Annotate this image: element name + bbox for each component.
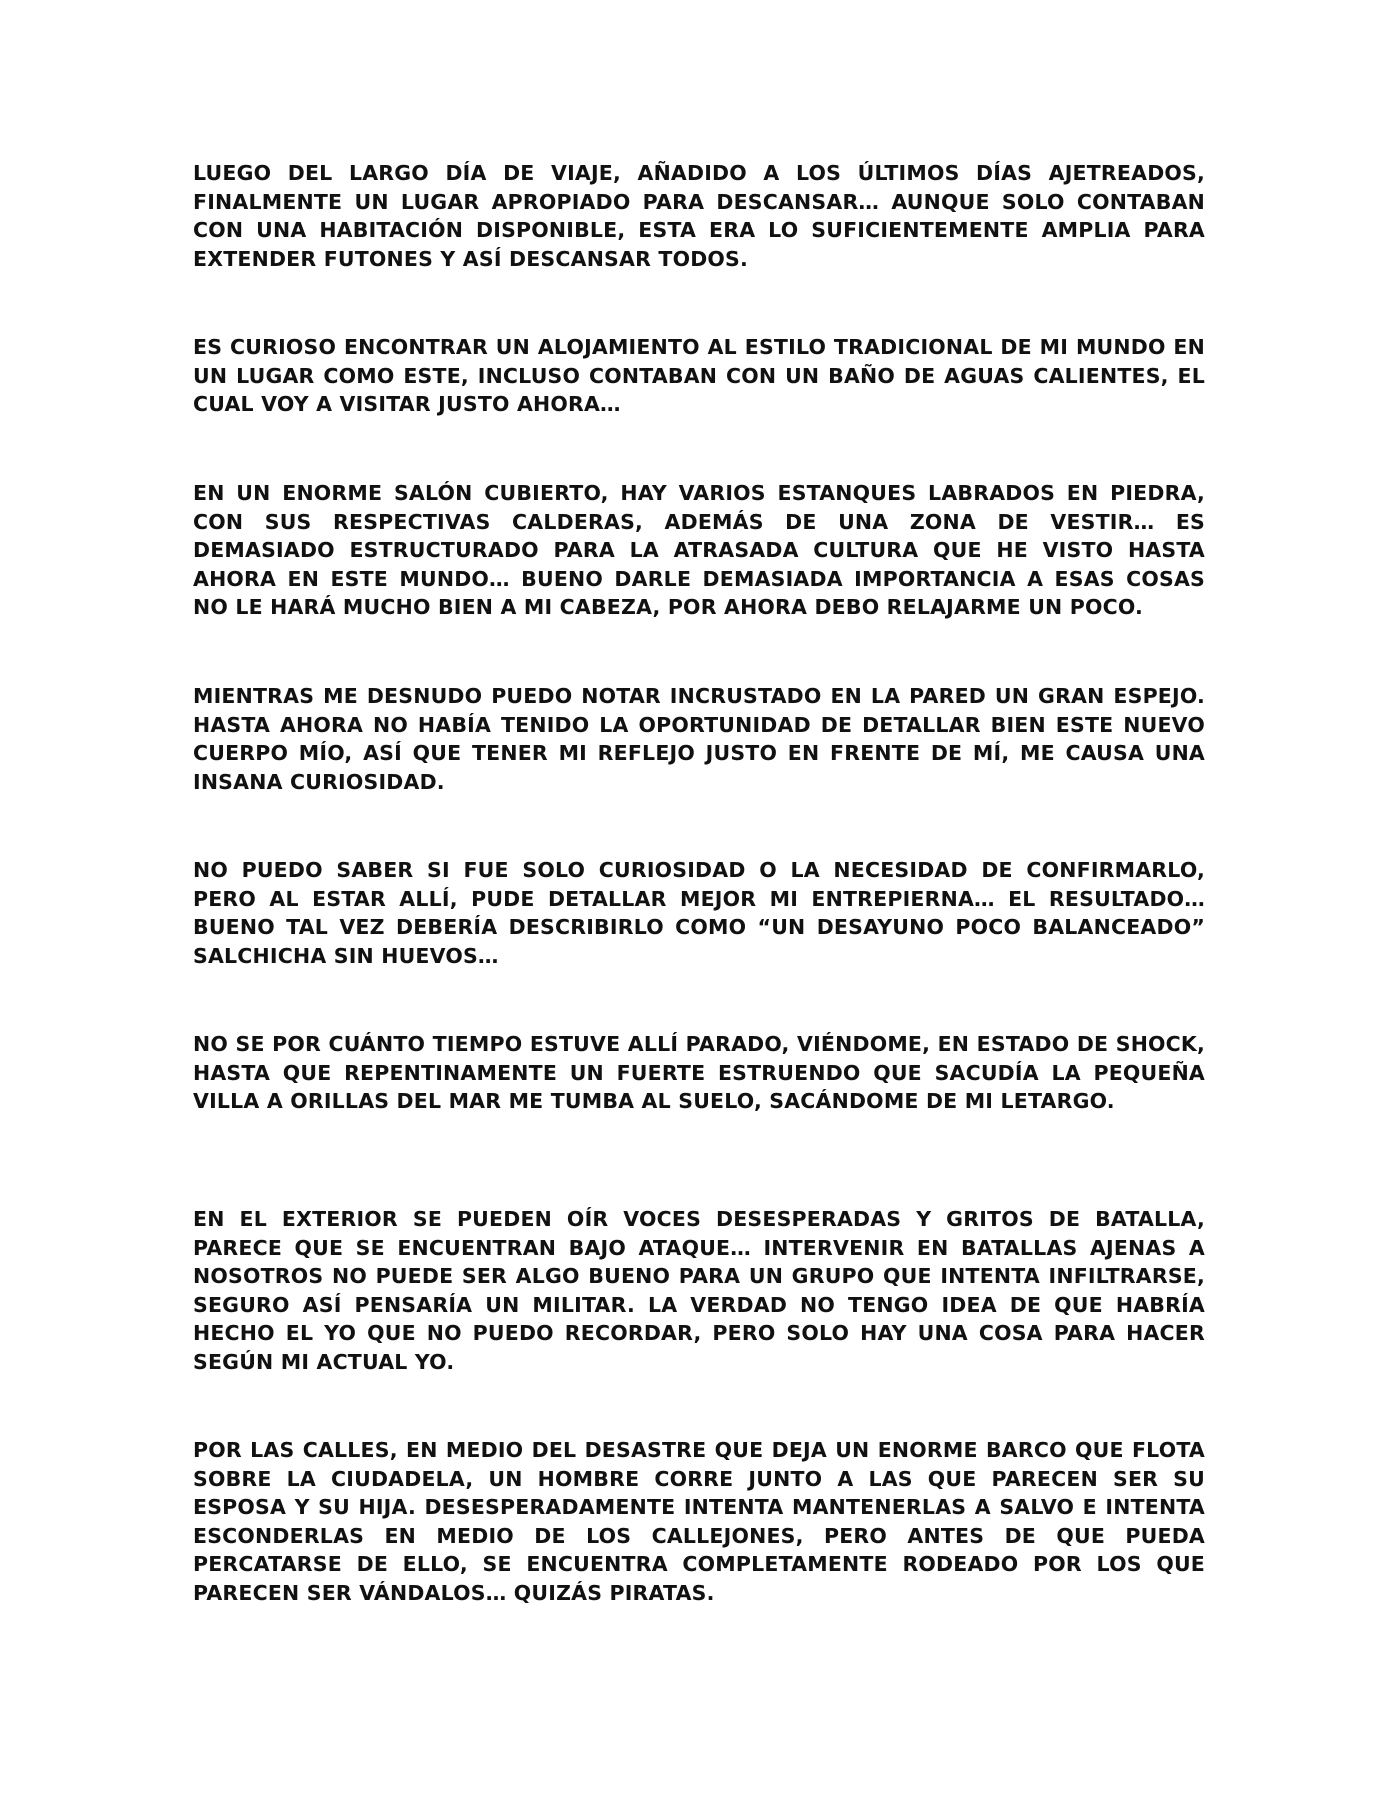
paragraph-4: MIENTRAS ME DESNUDO PUEDO NOTAR INCRUSTADO EN LA PARED UN GRAN ESPEJO. HASTA AHORA NO HABÍA TENIDO LA OPORTUNIDAD DE DETALLAR BIEN ESTE NUEVO CUERPO MÍO, ASÍ QUE TENER MI REFLEJO JUSTO EN FRENTE DE MÍ, ME CAUSA UNA INSANA CURIOSIDAD. [193, 684, 1205, 794]
paragraph-1: LUEGO DEL LARGO DÍA DE VIAJE, AÑADIDO A LOS ÚLTIMOS DÍAS AJETREADOS, FINALMENTE UN LUGAR APROPIADO PARA DESCANSAR… AUNQUE SOLO CONTABAN CON UNA HABITACIÓN DISPONIBLE, ESTA ERA LO SUFICIENTEMENTE AMPLIA PARA EXTENDER FUTONES Y ASÍ DESCANSAR TODOS. [193, 161, 1205, 271]
paragraph-7: EN EL EXTERIOR SE PUEDEN OÍR VOCES DESESPERADAS Y GRITOS DE BATALLA, PARECE QUE SE ENCUENTRAN BAJO ATAQUE… INTERVENIR EN BATALLAS AJENAS A NOSOTROS NO PUEDE SER ALGO BUENO PARA UN GRUPO QUE INTENTA INFILTRARSE, SEGURO ASÍ PENSARÍA UN MILITAR. LA VERDAD NO TENGO IDEA DE QUE HABRÍA HECHO EL YO QUE NO PUEDO RECORDAR, PERO SOLO HAY UNA COSA PARA HACER SEGÚN MI ACTUAL YO. [193, 1207, 1205, 1374]
paragraph-5: NO PUEDO SABER SI FUE SOLO CURIOSIDAD O LA NECESIDAD DE CONFIRMARLO, PERO AL ESTAR ALLÍ, PUDE DETALLAR MEJOR MI ENTREPIERNA… EL RESULTADO… BUENO TAL VEZ DEBERÍA DESCRIBIRLO COMO “UN DESAYUNO POCO BALANCEADO” SALCHICHA SIN HUEVOS… [193, 858, 1205, 968]
paragraph-2: ES CURIOSO ENCONTRAR UN ALOJAMIENTO AL ESTILO TRADICIONAL DE MI MUNDO EN UN LUGAR COMO ESTE, INCLUSO CONTABAN CON UN BAÑO DE AGUAS CALIENTES, EL CUAL VOY A VISITAR JUSTO AHORA… [193, 335, 1205, 417]
paragraph-6: NO SE POR CUÁNTO TIEMPO ESTUVE ALLÍ PARADO, VIÉNDOME, EN ESTADO DE SHOCK, HASTA QUE REPENTINAMENTE UN FUERTE ESTRUENDO QUE SACUDÍA LA PEQUEÑA VILLA A ORILLAS DEL MAR ME TUMBA AL SUELO, SACÁNDOME DE MI LETARGO. [193, 1032, 1205, 1114]
paragraph-3: EN UN ENORME SALÓN CUBIERTO, HAY VARIOS ESTANQUES LABRADOS EN PIEDRA, CON SUS RESPECTIVAS CALDERAS, ADEMÁS DE UNA ZONA DE VESTIR… ES DEMASIADO ESTRUCTURADO PARA LA ATRASADA CULTURA QUE HE VISTO HASTA AHORA EN ESTE MUNDO… BUENO DARLE DEMASIADA IMPORTANCIA A ESAS COSAS NO LE HARÁ MUCHO BIEN A MI CABEZA, POR AHORA DEBO RELAJARME UN POCO. [193, 481, 1205, 620]
paragraph-8: POR LAS CALLES, EN MEDIO DEL DESASTRE QUE DEJA UN ENORME BARCO QUE FLOTA SOBRE LA CIUDADELA, UN HOMBRE CORRE JUNTO A LAS QUE PARECEN SER SU ESPOSA Y SU HIJA. DESESPERADAMENTE INTENTA MANTENERLAS A SALVO E INTENTA ESCONDERLAS EN MEDIO DE LOS CALLEJONES, PERO ANTES DE QUE PUEDA PERCATARSE DE ELLO, SE ENCUENTRA COMPLETAMENTE RODEADO POR LOS QUE PARECEN SER VÁNDALOS… QUIZÁS PIRATAS. [193, 1438, 1205, 1605]
